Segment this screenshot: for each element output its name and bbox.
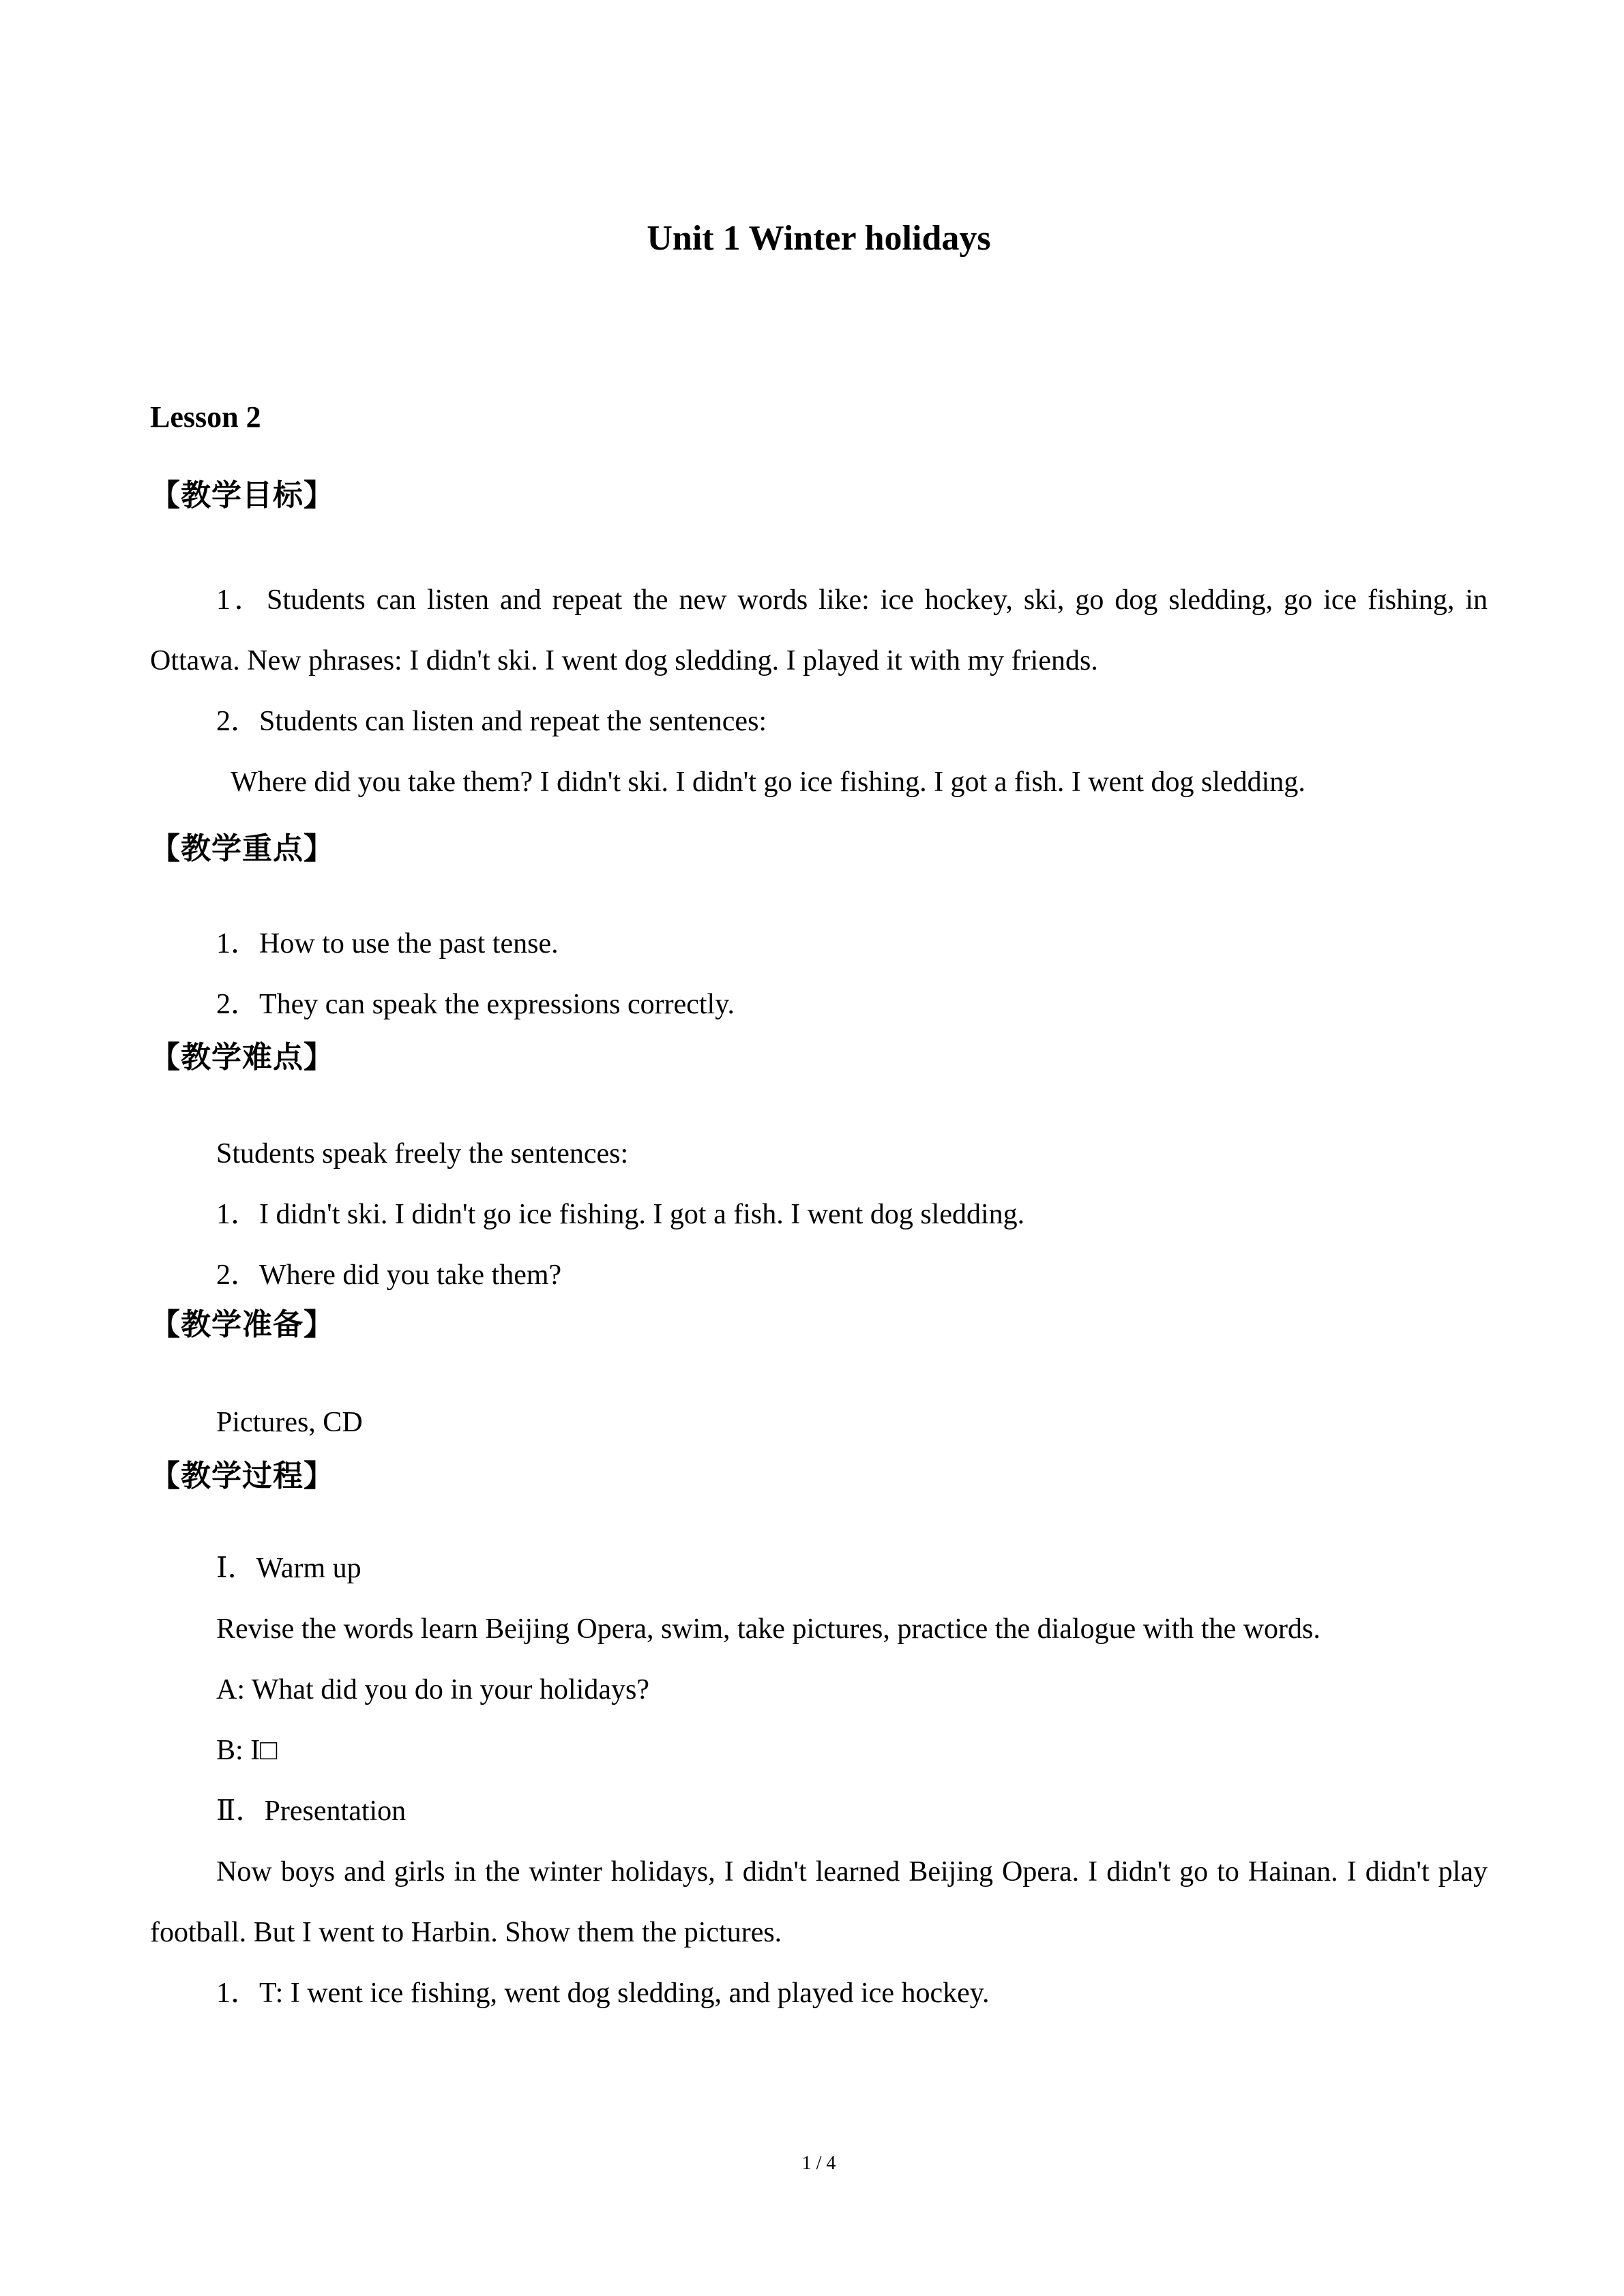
paragraph: Revise the words learn Beijing Opera, swim, take pictures, practice the dialogue with the words. bbox=[216, 1613, 1320, 1645]
paragraph: Now boys and girls in the winter holidays, I didn't learned Beijing Opera. I didn't go to Hainan. I didn't play football. But I went to Harbin. Show them the pictures. bbox=[150, 1856, 1488, 1948]
section-preparation-body bbox=[150, 1392, 1488, 1453]
paragraph: Ⅱ．Presentation bbox=[216, 1795, 407, 1827]
paragraph: 1．Students can listen and repeat the new words like: ice hockey, ski, go dog sledding, go ice fishing, in Ottawa. New phrases: I didn't ski. I went dog sledding. I played it with my friends. bbox=[150, 584, 1488, 676]
section-preparation-heading: 【教学准备】 bbox=[150, 1308, 334, 1341]
section-objectives-body bbox=[150, 570, 1488, 813]
paragraph: Students speak freely the sentences: bbox=[216, 1138, 629, 1169]
paragraph: 1．T: I went ice fishing, went dog sledding, and played ice hockey. bbox=[216, 1978, 990, 2009]
paragraph: B: I□ bbox=[216, 1735, 278, 1766]
paragraph: 2．They can speak the expressions correctly. bbox=[216, 989, 735, 1020]
paragraph: Ⅰ．Warm up bbox=[216, 1553, 361, 1584]
paragraph: A: What did you do in your holidays? bbox=[216, 1674, 649, 1705]
paragraph: Where did you take them? I didn't ski. I didn't go ice fishing. I got a fish. I went dog sledding. bbox=[231, 766, 1305, 798]
paragraph: 2．Students can listen and repeat the sentences: bbox=[216, 706, 767, 737]
section-keypoints-heading: 【教学重点】 bbox=[150, 832, 334, 865]
paragraph: 1．I didn't ski. I didn't go ice fishing. I got a fish. I went dog sledding. bbox=[216, 1199, 1025, 1230]
section-keypoints-body bbox=[150, 914, 1488, 1035]
paragraph: 1．How to use the past tense. bbox=[216, 928, 559, 959]
doc-title: Unit 1 Winter holidays bbox=[647, 219, 991, 258]
section-process-heading: 【教学过程】 bbox=[150, 1459, 334, 1493]
paragraph: Pictures, CD bbox=[216, 1407, 363, 1438]
lesson-heading: Lesson 2 bbox=[150, 400, 261, 434]
section-objectives-heading: 【教学目标】 bbox=[150, 479, 334, 512]
page-number: 1 / 4 bbox=[801, 2153, 836, 2174]
section-difficulties-body bbox=[150, 1124, 1488, 1306]
paragraph: 2．Where did you take them? bbox=[216, 1259, 562, 1291]
section-process-body bbox=[150, 1538, 1488, 2024]
section-difficulties-heading: 【教学难点】 bbox=[150, 1041, 334, 1074]
